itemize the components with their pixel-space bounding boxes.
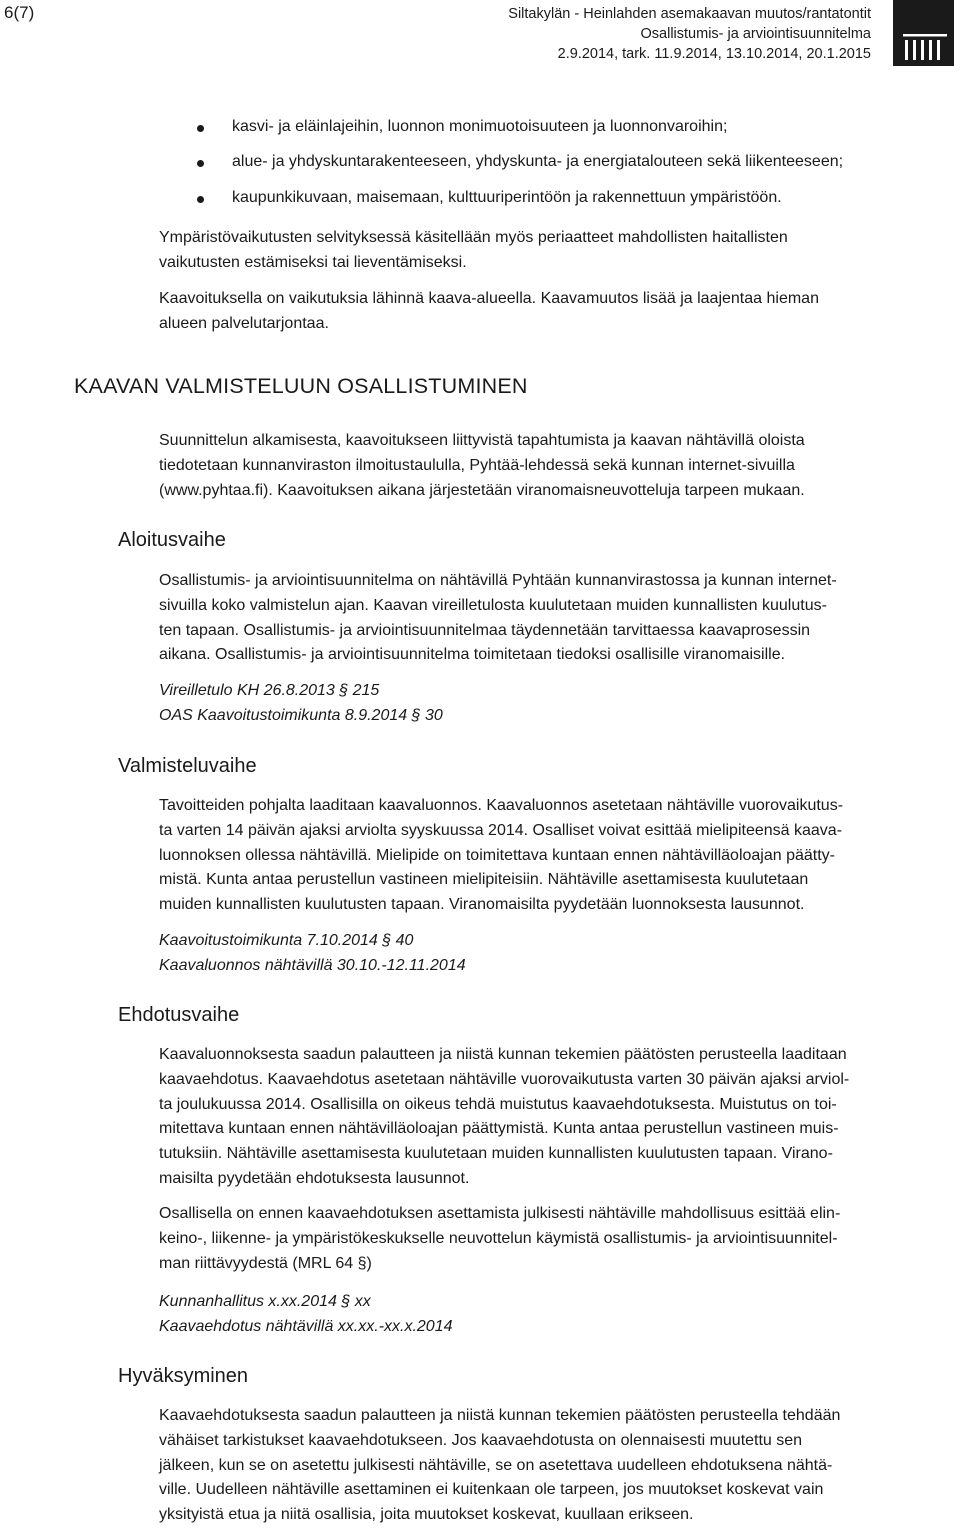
bullet-icon	[197, 160, 204, 167]
section-intro: Suunnittelun alkamisesta, kaavoitukseen liittyvistä tapahtumista ja kaavan nähtävillä oloista tiedotetaan kunnanviraston ilmoitustaululla, Pyhtää-lehdessä sekä kunnan internet-sivuilla (www.pyhtaa.fi). Kaavoituksen aikana järjestetään viranomaisneuvotteluja tarpeen mukaan.	[159, 432, 805, 499]
phase-notes-ehdotus: Kunnanhallitus x.xx.2014 § xx Kaavaehdotus nähtävillä xx.xx.-xx.x.2014	[159, 1293, 453, 1335]
phase-heading-valmistelu: Valmisteluvaihe	[118, 755, 257, 777]
intro-paragraph: Ympäristövaikutusten selvityksessä käsitellään myös periaatteet mahdollisten haitallisten vaikutusten estämiseksi tai lieventämiseksi.	[159, 229, 788, 271]
section-heading: KAAVAN VALMISTELUUN OSALLISTUMINEN	[74, 374, 528, 398]
phase-heading-hyvaksyminen: Hyväksyminen	[118, 1365, 249, 1387]
phase-text-valmistelu: Tavoitteiden pohjalta laaditaan kaavaluonnos. Kaavaluonnos asetetaan nähtäville vuorovaikutus- ta varten 14 päivän ajaksi arviolta syyskuussa 2014. Osalliset voivat esittää mielipiteensä kaava- luonnoksen ollessa nähtävillä. Mielipide on toimitettava kuntaan ennen nähtävilläoloajan päätty- mistä. Kunta antaa perustellun vastineen mielipiteisiin. Nähtäville asettamisesta kuulutetaan muiden kunnallisten kuulutusten tapaan. Viranomaisilta pyydetään luonnoksesta lausunnot.	[159, 797, 844, 914]
phase-heading-ehdotus: Ehdotusvaihe	[118, 1004, 240, 1026]
phase-text-ehdotus: Kaavaluonnoksesta saadun palautteen ja niistä kunnan tekemien päätösten perusteella laaditaan kaavaehdotus. Kaavaehdotus asetetaan nähtäville vuorovaikutusta varten 30 päivän ajaksi arviol- ta joulukuussa 2014. Osallisilla on oikeus tehdä muistutus kaavaehdotuksesta. Muistutus on toi- mitettava kuntaan ennen nähtävilläoloajan päättymistä. Kunta antaa perustellun vastineen muis- tutuksiin. Nähtäville asettamisesta kuulutetaan muiden kunnallisten kuulutusten tapaan. Virano- maisilta pyydetään ehdotuksesta lausunnot.	[159, 1046, 850, 1187]
phase-text-aloitus: Osallistumis- ja arviointisuunnitelma on nähtävillä Pyhtään kunnanvirastossa ja kunnan internet- sivuilla koko valmistelun ajan. Kaavan vireilletulosta kuulutetaan muiden kunnallisten kuulutus- ten tapaan. Osallistumis- ja arviointisuunnitelmaa täydennetään tarvittaessa kaavaprosessin aikana. Osallistumis- ja arviointisuunnitelma toimitetaan tiedoksi osallisille viranomaisille.	[159, 572, 837, 664]
page-number: 6(7)	[4, 3, 35, 22]
intro-paragraph: Kaavoituksella on vaikutuksia lähinnä kaava-alueella. Kaavamuutos lisää ja laajentaa hieman alueen palvelutarjontaa.	[159, 290, 819, 332]
phase-notes-valmistelu: Kaavoitustoimikunta 7.10.2014 § 40 Kaavaluonnos nähtävillä 30.10.-12.11.2014	[159, 932, 466, 974]
header-subtitle: Osallistumis- ja arviointisuunnitelma	[640, 26, 871, 42]
phase-text-ehdotus-neuvottelu: Osallisella on ennen kaavaehdotuksen asettamista julkisesti nähtäville mahdollisuus esittää elin- keino-, liikenne- ja ympäristökeskukselle neuvottelun käymistä osallistumis- ja arviointisuunnitel- man riittävyydestä (MRL 64 §)	[159, 1205, 841, 1272]
header-dates: 2.9.2014, tark. 11.9.2014, 13.10.2014, 20.1.2015	[557, 46, 871, 62]
phase-heading-aloitus: Aloitusvaihe	[118, 529, 226, 551]
phase-notes-aloitus: Vireilletulo KH 26.8.2013 § 215 OAS Kaavoitustoimikunta 8.9.2014 § 30	[159, 682, 443, 724]
document-header	[508, 4, 871, 64]
bullet-icon	[197, 125, 204, 132]
phase-text-hyvaksyminen: Kaavaehdotuksesta saadun palautteen ja niistä kunnan tekemien päätösten perusteella tehdään vähäiset tarkistukset kaavaehdotukseen. Jos kaavaehdotusta on olennaisesti muutettu sen jälkeen, kun se on asetettu julkisesti nähtäville, se on asetettava uudelleen ehdotuksena nähtä- ville. Uudelleen nähtäville asettaminen ei kuitenkaan ole tarpeen, jos muutokset koskevat vain yksityistä etua ja niitä osallisia, joita muutokset koskevat, kuullaan erikseen.	[159, 1407, 841, 1524]
bullet-icon	[197, 196, 204, 203]
header-title: Siltakylän - Heinlahden asemakaavan muutos/rantatontit	[508, 6, 871, 22]
municipality-logo	[893, 0, 954, 66]
